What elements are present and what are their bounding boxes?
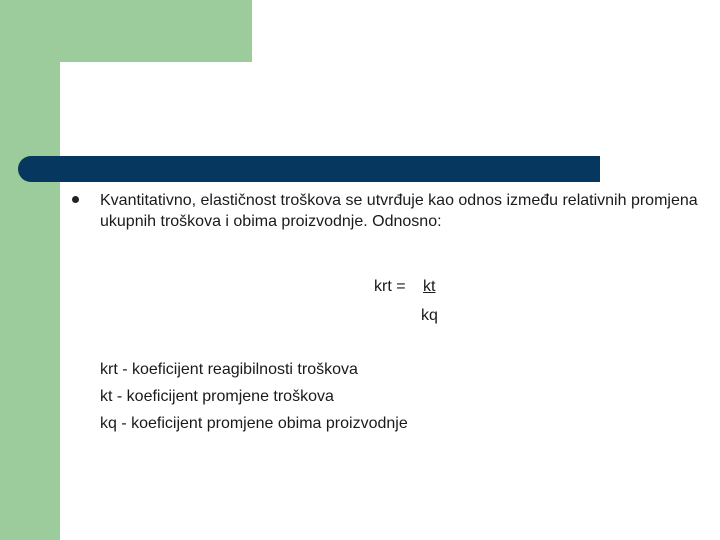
definition-krt: krt - koeficijent reagibilnosti troškova [100,361,358,378]
paragraph-text: Kvantitativno, elastičnost troškova se utvrđuje kao odnos između relativnih promjena ukupnih troškova i obima proizvodnje. Odnosno: [100,192,698,230]
formula-lhs: krt = [374,278,406,295]
decoration-left-strip [0,0,60,540]
definitions-list [100,356,408,437]
bullet-paragraph [72,190,702,232]
decoration-top-block [0,0,252,62]
decoration-rounded-corner [60,62,100,102]
bullet-icon [72,196,79,203]
formula-numerator: kt [423,278,436,295]
definition-kq: kq - koeficijent promjene obima proizvodnje [100,415,408,432]
title-bar [18,156,600,182]
formula-denominator: kq [421,307,438,324]
definition-kt: kt - koeficijent promjene troškova [100,388,334,405]
